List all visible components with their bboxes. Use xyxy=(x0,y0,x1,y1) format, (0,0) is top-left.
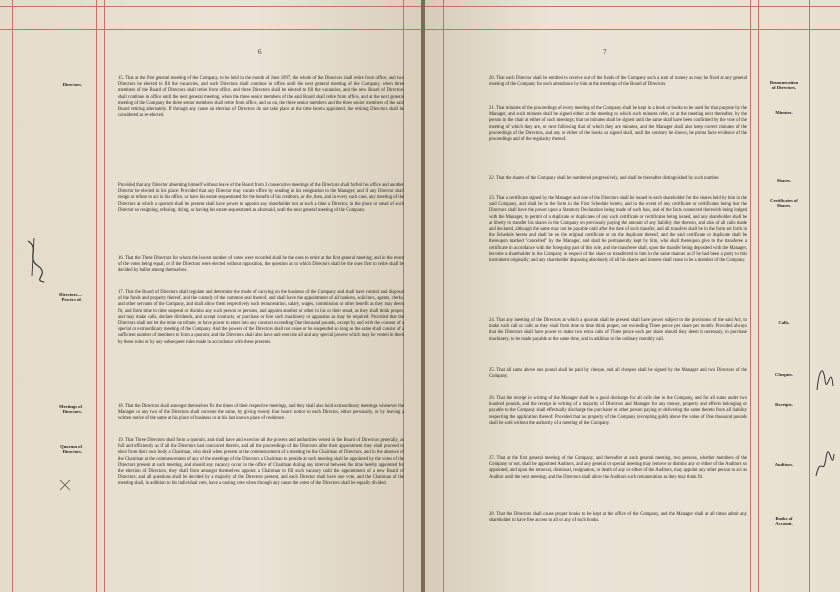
margin-note-meetings: Meetings of Directors. xyxy=(59,404,82,415)
initials-mark-icon xyxy=(813,360,837,394)
margin-note-receipts: Receipts. xyxy=(775,402,793,407)
ruling-line xyxy=(12,0,13,592)
clause-19: 19. That Three Directors shall form a quorum, and shall have and exercise all the powers and authorities vested in the Board of Directors generally, as full and efficiently as if all the Directors had concurred therein, and all the proceedings of the Directors after their appointment they shall proceed to elect from their own body a Chairman, who shall when present at the commencement of a meeting be the Chairman of Directors, and in the absence of the Chairman at the commencement of any of the meetings of the Directors a Chairman to preside at such meeting shall be appointed by the votes of the Directors present at such meeting, and should any vacancy occur in the office of Chairman during any interval between the time hereby appointed for the election of Directors, they shall from amongst themselves appoint a Chairman to fill such vacancy until the appointment of a new Board of Directors; and all questions shall be decided by a majority of the Directors present, and each Director shall have one vote, and the Chairman of the meeting shall, in addition to his individual vote, have a casting vote when through any cause the votes of the Directors shall be equally divided. xyxy=(118,438,404,487)
ruling-line xyxy=(809,0,810,592)
handwritten-mark-icon xyxy=(22,236,52,286)
clause-21: 21. That minutes of the proceedings of every meeting of the Company shall be kept in a book or books to be used for that purpose by the Manager, and such minutes shall be signed either at the meeting to which such minutes refer, or at the meeting next thereafter, by the person in the chair at either of such meetings; that no minutes shall be signed until the same shall have been confirmed by the vote of the meeting of which they are, or next following that of which they are minutes, and the Manager shall also keep correct minutes of the proceedings of the Directors, and any or either of the books so signed shall, until the contrary be shown, be prima facie evidence of the proceedings and of the regularity thereof. xyxy=(489,106,747,143)
margin-note-powers: Directors— Powers of. xyxy=(59,292,82,303)
clause-25: 25. That all sums above one pound shall be paid by cheque, and all cheques shall be signed by the Manager and two Directors of the Company. xyxy=(489,368,747,380)
ruling-line xyxy=(0,29,421,30)
margin-note-remuneration: Remuneration of Directors. xyxy=(769,80,799,91)
margin-note-quorum: Quorum of Directors. xyxy=(60,444,82,455)
clause-18: 18. That the Directors shall amongst themselves fix the times of their respective meetings, and they shall also hold extraordinary meetings whenever the Manager or any two of the Directors shall convene the same, by giving twenty four hours' notice to each Director, either personally, or by leaving a written notice of the same at his place of business or at his last known place of residence. xyxy=(118,404,404,422)
clause-16: 16. That the Three Directors for whom the lowest number of votes were recorded shall be the ones to retire at the first general meeting; and in the event of the votes being equal, or if the Directors were elected without opposition, the question as to which Directors shall be the ones first to retire shall be decided by ballot among themselves. xyxy=(118,256,404,274)
clause-27: 27. That at the first general meeting of the Company, and thereafter at each general meeting, two persons, whether members of the Company or not, shall be appointed Auditors, and any general or special meeting may remove or dismiss any or either of the Auditors so appointed, and upon the removal, dismissal, resignation, or death of any or either of the Auditors, may appoint any other person to act as Auditor until the next meeting; and the Directors shall allow the Auditors such remuneration as they may think fit. xyxy=(489,456,747,480)
ruling-line xyxy=(0,6,421,7)
clause-15: 15. That at the first general meeting of the Company, to be held in the month of June 1897, the whole of the Directors shall retire from office, and two Directors be elected to fill the vacancies, and such Directors shall continue in office until the next general meeting of the Company, when three members of the Board of Directors shall retire from office, and three Directors shall be elected to fill the vacancies, and the new Board of Directors shall continue in office until the next general meeting, when the three senior members of the said Board shall retire from office, and at the next general meeting of the Company the three senior members shall retire from office, and so on, the three senior members and the three senior members of the said Board retiring alternately. If through any cause an election of Directors do not take place at the time herein appointed, the retiring Directors shall be considered as re-elected. xyxy=(118,76,404,119)
margin-note-books: Books of Account. xyxy=(775,516,793,527)
right-page xyxy=(425,0,840,592)
margin-note-shares: Shares. xyxy=(776,178,792,183)
clause-24: 24. That any meeting of the Directors at which a quorum shall be present shall have power subject to the provisions of the said Act, to make such call or calls as they shall from time to time think proper, not exceeding Three pence per share per month: Provided always that the Directors shall have power to make two extra calls of Three pence each per share should they deem it necessary, to purchase machinery, to be made payable at the same time, and in addition to the ordinary monthly call. xyxy=(489,318,747,342)
clause-proviso: Provided that any Director absenting himself without leave of the Board from 3 consecutive meetings of the Directors shall forfeit his office and another Director be elected in his place: Provided that any Director may vacate office by sending in his resignation to the Manager; and if any Director shall resign or refuse to act in his office, or have his estate sequestrated for the benefit of his creditors, or die, then, and in every such case, any meeting of the Directors at which a quorum shall be present shall have power to appoint any shareholder not at such a time a Director, in the place or stead of such Director so resigning, refusing, dying, or having his estate sequestrated as aforesaid, until the next general meeting of the Company. xyxy=(118,183,404,213)
clause-20: 20. That each Director shall be entitled to receive out of the funds of the Company such a sum of money as may be fixed at any general meeting of the Company for each attendance by him at the meetings of the Board of Directors. xyxy=(489,76,747,88)
ruling-line xyxy=(443,0,444,592)
page-number: 7 xyxy=(603,48,607,56)
ruling-line xyxy=(425,6,840,7)
initials-mark-icon xyxy=(813,448,837,482)
ruling-line xyxy=(425,29,840,30)
cross-mark-icon xyxy=(58,478,72,492)
clause-23: 23. That a certificate signed by the Manager and one of the Directors shall be issued to each shareholder for the shares held by him in the said Company, and shall be in the form in the First Schedule hereto, and in the event of any certificate or certificates being lost the Directors shall have the power upon a Statutory Declaration being made of such loss, and of the facts connected therewith being lodged with the Manager, to permit of a duplicate or duplicates of any such certificate or certificates being issued, and any shareholder shall be at liberty to transfer his shares in the Company on previously paying the amount of any liability due thereon, and also of all calls made and declared, although the same may not be payable until after the date of such transfer, and all transfers shall be in the form set forth in the Schedule hereto and shall be on the original certificate or on the duplicate thereof, and the said certificate or duplicate shall be thereupon marked "cancelled" by the Manager, and shall be permanently kept by him, who shall thereupon give to the transferee a certificate in accordance with the foregoing part of this rule, and the transferee shall, upon the transfer being deposited with the Manager, become a shareholder in the Company in respect of the share so transferred to him in the same manner as if he had been a party to this instrument originally; and any shareholder disposing absolutely of all his shares and interest shall cease to be a member of the Company. xyxy=(489,196,747,264)
clause-17: 17. That the Board of Directors shall regulate and determine the mode of carrying on the business of the Company and shall have control and disposal of the funds and property thereof, and the custody of the common seal thereof, and shall have the appointment of all bankers, solicitors, agents, clerks, and other servants of the Company, and shall allow them respectively such remuneration, salary, wages, commission or other benefit as they may deem fit, and from time to time suspend or dismiss any such person or persons, and appoint another or other in his or their stead, as they shall think proper, and may make calls, declare dividends, and accept contracts, or purchase or hire such machinery or apparatus as may be required: Provided that the Directors shall not let the mine on tribute, or have power to enter into any contract exceeding One thousand pounds, except by and with the consent of a special or extraordinary meeting of the Company. And the powers of the Directors shall not cease or be suspended so long as the same shall consist of a sufficient number of members to form a quorum; and the Directors shall also have and exercise all and any special powers which may be vested in them by these rules or by any subsequent rules made in accordance with these presents. xyxy=(118,290,404,345)
ruling-line xyxy=(104,0,105,592)
margin-note-auditors: Auditors. xyxy=(774,462,794,467)
page-number: 6 xyxy=(258,48,262,56)
clause-22: 22. That the shares of the Company shall be numbered progressively, and shall be thereafter distinguished by such number. xyxy=(489,176,720,181)
margin-note-calls: Calls. xyxy=(778,320,790,325)
ruling-line xyxy=(96,0,97,592)
margin-note-certificates: Certificates of Shares. xyxy=(770,198,798,209)
margin-note-cheques: Cheques. xyxy=(775,372,793,377)
margin-note-directors: Directors. xyxy=(62,82,82,87)
ruling-line xyxy=(750,0,751,592)
clause-28: 28. That the Directors shall cause proper books to be kept at the office of the Company, and the Manager shall at all times admit any shareholder to have free access to all or any of such books. xyxy=(489,512,747,524)
clause-26: 26. That the receipt in writing of the Manager shall be a good discharge for all calls due to the Company, and for all sums under two hundred pounds, and the receipt in writing of a majority of Directors and Manager for any money, property and effects belonging or payable to the Company shall effectually discharge the purchaser or other person paying or delivering the same thereto from all liability respecting the application thereof: Provided that no property of the Company (excepting gold) above the value of One thousand pounds shall be sold without the authority of a meeting of the Company. xyxy=(489,396,747,426)
margin-note-minutes: Minutes. xyxy=(775,110,793,115)
